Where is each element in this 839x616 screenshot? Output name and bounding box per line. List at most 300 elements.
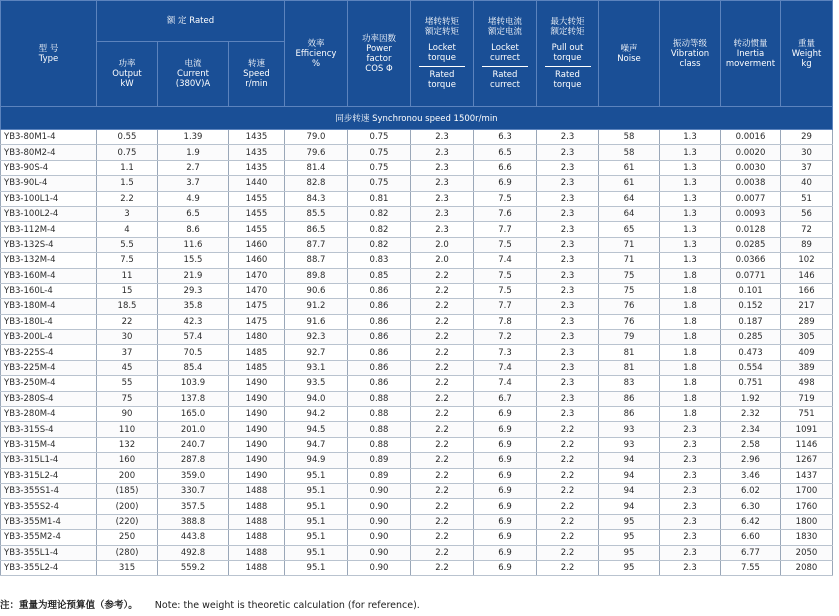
- table-cell: 0.86: [348, 345, 411, 360]
- table-cell: 18.5: [97, 299, 158, 314]
- table-cell: 81.4: [285, 160, 348, 175]
- table-cell: 409: [781, 345, 833, 360]
- table-cell: 3.7: [158, 176, 229, 191]
- table-cell: 37: [781, 160, 833, 175]
- table-cell: 1460: [229, 253, 285, 268]
- table-cell: 165.0: [158, 407, 229, 422]
- table-row: [1, 360, 833, 375]
- table-cell: 93: [599, 422, 660, 437]
- cell-model: YB3-280S-4: [1, 391, 97, 406]
- table-cell: 0.55: [97, 130, 158, 145]
- table-cell: 93.5: [285, 376, 348, 391]
- table-cell: 0.473: [721, 345, 781, 360]
- header-noise: 噪声 Noise: [599, 1, 660, 107]
- table-cell: 1475: [229, 299, 285, 314]
- table-cell: 0.751: [721, 376, 781, 391]
- header-power-factor: 功率因数 Power factor COS Φ: [348, 1, 411, 107]
- table-row: [1, 345, 833, 360]
- table-cell: 0.86: [348, 360, 411, 375]
- table-header: [1, 1, 833, 130]
- table-cell: 0.0016: [721, 130, 781, 145]
- table-cell: 37: [97, 345, 158, 360]
- table-cell: 0.86: [348, 283, 411, 298]
- table-cell: 21.9: [158, 268, 229, 283]
- table-cell: 2.2: [411, 545, 474, 560]
- cell-model: YB3-90L-4: [1, 176, 97, 191]
- table-cell: 2.3: [537, 268, 599, 283]
- table-cell: 160: [97, 453, 158, 468]
- table-cell: 492.8: [158, 545, 229, 560]
- table-row: [1, 545, 833, 560]
- table-cell: 0.90: [348, 483, 411, 498]
- table-cell: 2.2: [411, 407, 474, 422]
- header-locked-current: 堵转电流 额定电流 Locket currect Rated currect: [474, 1, 537, 107]
- table-cell: 79.0: [285, 130, 348, 145]
- cell-model: YB3-100L1-4: [1, 191, 97, 206]
- table-cell: 2.2: [411, 530, 474, 545]
- table-cell: 0.90: [348, 545, 411, 560]
- table-cell: 0.187: [721, 314, 781, 329]
- table-cell: 1490: [229, 376, 285, 391]
- table-cell: (200): [97, 499, 158, 514]
- table-cell: 166: [781, 283, 833, 298]
- table-cell: 1.3: [660, 206, 721, 221]
- table-row: [1, 160, 833, 175]
- table-cell: 95.1: [285, 560, 348, 575]
- table-cell: 1488: [229, 514, 285, 529]
- table-cell: 2.2: [537, 422, 599, 437]
- table-cell: 1830: [781, 530, 833, 545]
- table-cell: 2.2: [411, 499, 474, 514]
- table-cell: 72: [781, 222, 833, 237]
- table-cell: 305: [781, 330, 833, 345]
- table-row: [1, 176, 833, 191]
- table-cell: 1146: [781, 437, 833, 452]
- table-cell: 201.0: [158, 422, 229, 437]
- table-cell: 2.3: [537, 237, 599, 252]
- table-row: [1, 560, 833, 575]
- table-cell: 4: [97, 222, 158, 237]
- cell-model: YB3-132M-4: [1, 253, 97, 268]
- table-cell: 64: [599, 206, 660, 221]
- table-row: [1, 237, 833, 252]
- table-cell: 1435: [229, 130, 285, 145]
- table-cell: 94.9: [285, 453, 348, 468]
- footnote-en: Note: the weight is theoretic calculation (for reference).: [154, 600, 420, 611]
- table-cell: 1700: [781, 483, 833, 498]
- table-cell: 2.3: [537, 206, 599, 221]
- table-cell: 92.7: [285, 345, 348, 360]
- table-cell: 137.8: [158, 391, 229, 406]
- table-cell: 2.3: [660, 545, 721, 560]
- cell-model: YB3-355S2-4: [1, 499, 97, 514]
- table-cell: 2.3: [660, 499, 721, 514]
- cell-model: YB3-355M1-4: [1, 514, 97, 529]
- table-cell: 0.0030: [721, 160, 781, 175]
- table-cell: 2.2: [411, 360, 474, 375]
- table-cell: 95.1: [285, 499, 348, 514]
- table-cell: 719: [781, 391, 833, 406]
- table-cell: 42.3: [158, 314, 229, 329]
- header-efficiency: 效率 Efficiency %: [285, 1, 348, 107]
- table-cell: 7.4: [474, 376, 537, 391]
- table-cell: 95.1: [285, 468, 348, 483]
- table-cell: 1.8: [660, 407, 721, 422]
- table-cell: 559.2: [158, 560, 229, 575]
- table-row: [1, 145, 833, 160]
- table-cell: 2.3: [537, 145, 599, 160]
- table-cell: 102: [781, 253, 833, 268]
- table-cell: 79.6: [285, 145, 348, 160]
- header-current: 电流 Current (380V)A: [158, 42, 229, 107]
- header-speed: 转速 Speed r/min: [229, 42, 285, 107]
- table-cell: 2.3: [537, 160, 599, 175]
- cell-model: YB3-355M2-4: [1, 530, 97, 545]
- table-cell: 7.6: [474, 206, 537, 221]
- table-cell: 1.3: [660, 222, 721, 237]
- table-cell: 94.5: [285, 422, 348, 437]
- table-cell: 0.82: [348, 237, 411, 252]
- table-cell: 2.2: [411, 514, 474, 529]
- table-row: [1, 191, 833, 206]
- table-cell: 2.3: [537, 176, 599, 191]
- table-cell: 7.2: [474, 330, 537, 345]
- table-cell: 94: [599, 453, 660, 468]
- table-cell: 6.9: [474, 560, 537, 575]
- table-cell: 7.5: [474, 283, 537, 298]
- table-cell: 93: [599, 437, 660, 452]
- table-cell: 2.2: [97, 191, 158, 206]
- table-cell: 751: [781, 407, 833, 422]
- table-row: [1, 130, 833, 145]
- table-body: [1, 130, 833, 576]
- table-cell: 1.8: [660, 283, 721, 298]
- cell-model: YB3-100L2-4: [1, 206, 97, 221]
- table-cell: 2.3: [411, 130, 474, 145]
- table-cell: 2.34: [721, 422, 781, 437]
- table-cell: 1.3: [660, 253, 721, 268]
- table-cell: 0.75: [348, 145, 411, 160]
- table-cell: 2.3: [411, 222, 474, 237]
- cell-model: YB3-160M-4: [1, 268, 97, 283]
- table-cell: 1.8: [660, 330, 721, 345]
- table-cell: 2080: [781, 560, 833, 575]
- table-cell: 6.60: [721, 530, 781, 545]
- table-cell: 289: [781, 314, 833, 329]
- table-row: [1, 222, 833, 237]
- cell-model: YB3-355S1-4: [1, 483, 97, 498]
- table-cell: 6.9: [474, 530, 537, 545]
- table-cell: 88.7: [285, 253, 348, 268]
- table-cell: 6.3: [474, 130, 537, 145]
- table-cell: 11: [97, 268, 158, 283]
- table-cell: 86.5: [285, 222, 348, 237]
- table-cell: 6.77: [721, 545, 781, 560]
- table-cell: 82.8: [285, 176, 348, 191]
- table-cell: 0.88: [348, 437, 411, 452]
- table-cell: 2.3: [537, 345, 599, 360]
- table-cell: 0.81: [348, 191, 411, 206]
- table-cell: 2.2: [537, 483, 599, 498]
- table-row: [1, 376, 833, 391]
- table-cell: 22: [97, 314, 158, 329]
- table-cell: 15.5: [158, 253, 229, 268]
- table-row: [1, 407, 833, 422]
- footnote-cn: 注：重量为理论预算值（参考）。: [0, 600, 138, 611]
- table-cell: 51: [781, 191, 833, 206]
- table-cell: 1.5: [97, 176, 158, 191]
- table-cell: 29.3: [158, 283, 229, 298]
- cell-model: YB3-132S-4: [1, 237, 97, 252]
- table-cell: 1455: [229, 191, 285, 206]
- table-cell: 2.2: [537, 514, 599, 529]
- table-cell: 0.0771: [721, 268, 781, 283]
- table-cell: 30: [97, 330, 158, 345]
- table-cell: 0.89: [348, 468, 411, 483]
- table-cell: 0.90: [348, 530, 411, 545]
- table-row: [1, 206, 833, 221]
- table-cell: 0.0128: [721, 222, 781, 237]
- footnote: [0, 597, 420, 611]
- table-row: [1, 283, 833, 298]
- table-cell: (220): [97, 514, 158, 529]
- table-cell: 90: [97, 407, 158, 422]
- table-row: [1, 268, 833, 283]
- table-cell: 1.92: [721, 391, 781, 406]
- table-cell: 7.5: [474, 191, 537, 206]
- table-cell: 1435: [229, 145, 285, 160]
- table-cell: 2.2: [537, 437, 599, 452]
- table-cell: 6.6: [474, 160, 537, 175]
- cell-model: YB3-225M-4: [1, 360, 97, 375]
- table-cell: 0.0093: [721, 206, 781, 221]
- header-max-torque: 最大转矩 额定转矩 Pull out torque Rated torque: [537, 1, 599, 107]
- table-cell: 2.2: [537, 530, 599, 545]
- table-cell: 0.90: [348, 499, 411, 514]
- table-cell: 7.5: [97, 253, 158, 268]
- table-cell: 2.2: [537, 499, 599, 514]
- table-cell: 359.0: [158, 468, 229, 483]
- table-cell: 6.9: [474, 514, 537, 529]
- table-cell: 11.6: [158, 237, 229, 252]
- table-cell: 2.2: [411, 268, 474, 283]
- table-row: [1, 499, 833, 514]
- table-cell: 1.8: [660, 345, 721, 360]
- table-cell: 61: [599, 176, 660, 191]
- table-cell: 1.8: [660, 299, 721, 314]
- table-cell: 0.88: [348, 407, 411, 422]
- table-cell: 3: [97, 206, 158, 221]
- table-cell: 6.9: [474, 176, 537, 191]
- table-cell: 6.5: [474, 145, 537, 160]
- table-row: [1, 483, 833, 498]
- table-cell: 0.554: [721, 360, 781, 375]
- table-cell: 4.9: [158, 191, 229, 206]
- table-cell: 1435: [229, 160, 285, 175]
- table-cell: 81: [599, 360, 660, 375]
- table-cell: 95.1: [285, 514, 348, 529]
- table-cell: 0.75: [97, 145, 158, 160]
- table-cell: 8.6: [158, 222, 229, 237]
- table-cell: 29: [781, 130, 833, 145]
- table-cell: 6.9: [474, 437, 537, 452]
- table-cell: 1760: [781, 499, 833, 514]
- table-cell: 55: [97, 376, 158, 391]
- table-cell: 94: [599, 468, 660, 483]
- cell-model: YB3-355L2-4: [1, 560, 97, 575]
- table-cell: 0.90: [348, 514, 411, 529]
- table-cell: 0.75: [348, 160, 411, 175]
- table-cell: 2.2: [537, 468, 599, 483]
- table-cell: 89.8: [285, 268, 348, 283]
- table-cell: 2.3: [660, 422, 721, 437]
- table-cell: 1267: [781, 453, 833, 468]
- table-cell: 2.2: [537, 560, 599, 575]
- cell-model: YB3-225S-4: [1, 345, 97, 360]
- cell-model: YB3-180L-4: [1, 314, 97, 329]
- table-cell: 2.3: [537, 376, 599, 391]
- table-cell: 2.3: [411, 176, 474, 191]
- table-cell: 95.1: [285, 545, 348, 560]
- table-cell: 2.3: [537, 222, 599, 237]
- table-cell: 2.2: [411, 330, 474, 345]
- table-cell: 287.8: [158, 453, 229, 468]
- table-cell: 2.2: [411, 391, 474, 406]
- table-row: [1, 453, 833, 468]
- table-cell: 0.89: [348, 453, 411, 468]
- table-cell: 1.3: [660, 130, 721, 145]
- table-cell: 5.5: [97, 237, 158, 252]
- table-cell: 65: [599, 222, 660, 237]
- table-cell: 0.82: [348, 206, 411, 221]
- table-cell: 200: [97, 468, 158, 483]
- table-cell: 75: [97, 391, 158, 406]
- table-cell: 2.3: [537, 191, 599, 206]
- cell-model: YB3-315S-4: [1, 422, 97, 437]
- table-cell: 1.8: [660, 391, 721, 406]
- table-cell: 2.2: [411, 376, 474, 391]
- table-row: [1, 314, 833, 329]
- table-cell: 1.8: [660, 376, 721, 391]
- table-cell: 83: [599, 376, 660, 391]
- table-row: [1, 330, 833, 345]
- table-row: [1, 422, 833, 437]
- table-cell: (185): [97, 483, 158, 498]
- table-cell: 58: [599, 145, 660, 160]
- table-cell: 2.3: [660, 483, 721, 498]
- cell-model: YB3-112M-4: [1, 222, 97, 237]
- table-cell: 2.3: [411, 191, 474, 206]
- header-weight: 重量 Weight kg: [781, 1, 833, 107]
- table-cell: 7.3: [474, 345, 537, 360]
- table-cell: 2.2: [537, 545, 599, 560]
- table-cell: 0.88: [348, 391, 411, 406]
- table-cell: 1.9: [158, 145, 229, 160]
- table-row: [1, 514, 833, 529]
- table-cell: 71: [599, 253, 660, 268]
- table-cell: 0.0038: [721, 176, 781, 191]
- header-locked-torque: 堵转转矩 额定转矩 Locket torque Rated torque: [411, 1, 474, 107]
- table-cell: 1.8: [660, 314, 721, 329]
- table-cell: 95.1: [285, 483, 348, 498]
- table-cell: 389: [781, 360, 833, 375]
- cell-model: YB3-315L2-4: [1, 468, 97, 483]
- header-rated-group: 额 定 Rated: [97, 1, 285, 42]
- table-cell: 357.5: [158, 499, 229, 514]
- table-cell: 103.9: [158, 376, 229, 391]
- table-cell: 6.9: [474, 499, 537, 514]
- table-cell: 0.83: [348, 253, 411, 268]
- table-cell: 498: [781, 376, 833, 391]
- table-cell: 1490: [229, 453, 285, 468]
- cell-model: YB3-355L1-4: [1, 545, 97, 560]
- table-cell: 6.9: [474, 545, 537, 560]
- table-cell: 2.0: [411, 253, 474, 268]
- table-cell: 0.85: [348, 268, 411, 283]
- table-cell: 2.32: [721, 407, 781, 422]
- table-cell: 2.2: [411, 437, 474, 452]
- table-cell: 2.3: [411, 160, 474, 175]
- table-row: [1, 391, 833, 406]
- table-cell: 7.55: [721, 560, 781, 575]
- table-cell: 1.39: [158, 130, 229, 145]
- table-cell: 95: [599, 545, 660, 560]
- table-cell: 388.8: [158, 514, 229, 529]
- table-cell: 2.3: [660, 437, 721, 452]
- table-cell: 90.6: [285, 283, 348, 298]
- speed-band: 同步转速 Synchronou speed 1500r/min: [1, 107, 833, 130]
- table-cell: 146: [781, 268, 833, 283]
- table-cell: 132: [97, 437, 158, 452]
- cell-model: YB3-160L-4: [1, 283, 97, 298]
- table-cell: 89: [781, 237, 833, 252]
- table-cell: 1490: [229, 437, 285, 452]
- table-cell: 1800: [781, 514, 833, 529]
- table-cell: 1488: [229, 499, 285, 514]
- table-cell: 35.8: [158, 299, 229, 314]
- table-cell: 2.2: [411, 483, 474, 498]
- table-cell: 2.3: [660, 530, 721, 545]
- table-cell: 40: [781, 176, 833, 191]
- table-cell: 1488: [229, 545, 285, 560]
- table-cell: 57.4: [158, 330, 229, 345]
- table-cell: 2.3: [537, 391, 599, 406]
- table-cell: 95: [599, 530, 660, 545]
- table-cell: 1460: [229, 237, 285, 252]
- table-cell: 76: [599, 299, 660, 314]
- table-cell: 2.2: [411, 453, 474, 468]
- table-cell: 0.0077: [721, 191, 781, 206]
- table-cell: 2.3: [411, 206, 474, 221]
- table-cell: 0.285: [721, 330, 781, 345]
- table-cell: 443.8: [158, 530, 229, 545]
- table-cell: 1091: [781, 422, 833, 437]
- table-row: [1, 253, 833, 268]
- table-cell: 1490: [229, 468, 285, 483]
- table-cell: 1485: [229, 360, 285, 375]
- table-cell: 2.2: [411, 299, 474, 314]
- table-cell: 0.86: [348, 299, 411, 314]
- table-cell: 2.3: [537, 130, 599, 145]
- table-cell: (280): [97, 545, 158, 560]
- table-cell: 1.3: [660, 145, 721, 160]
- table-cell: 0.86: [348, 330, 411, 345]
- table-cell: 315: [97, 560, 158, 575]
- table-cell: 95: [599, 560, 660, 575]
- header-inertia: 转动惯量 Inertia moverment: [721, 1, 781, 107]
- table-cell: 2.3: [537, 330, 599, 345]
- table-cell: 7.5: [474, 268, 537, 283]
